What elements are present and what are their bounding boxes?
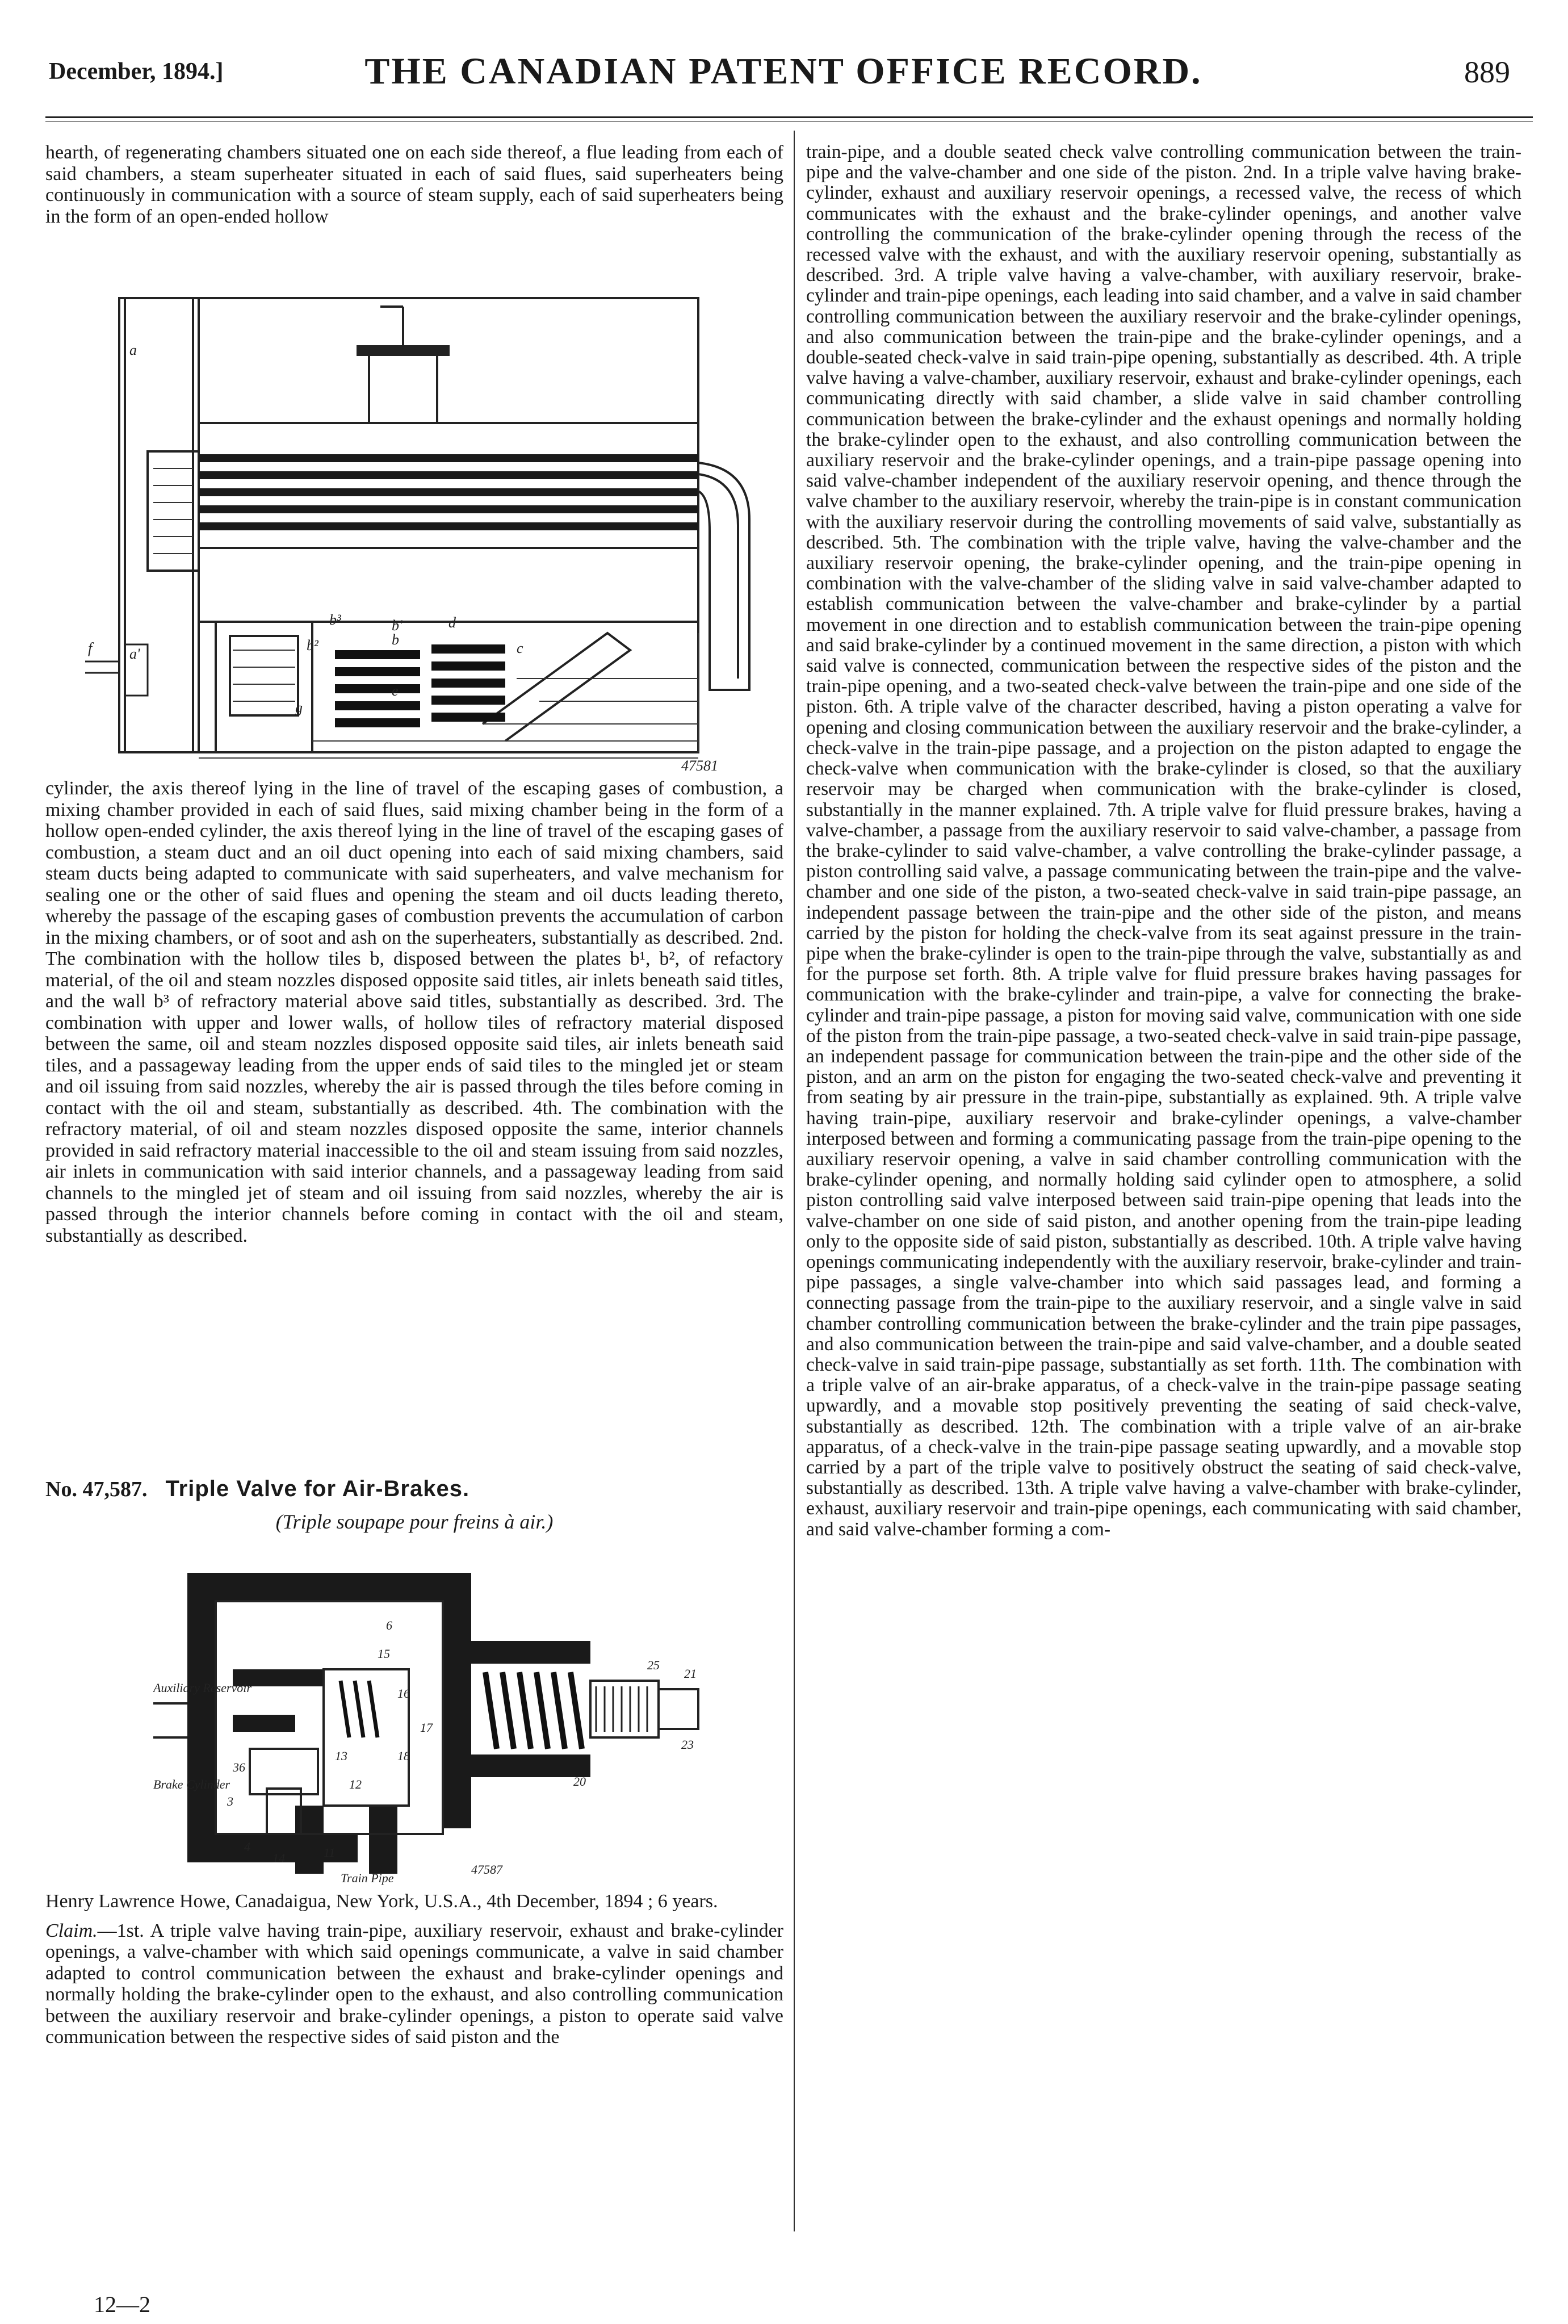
fig2-label-6: 6 [386, 1618, 392, 1632]
header-date: December, 1894.] [49, 58, 224, 85]
figure-furnace [85, 281, 772, 775]
fig1-label-b: b [392, 631, 399, 648]
triple-valve-drawing [153, 1567, 732, 1885]
patent-number: No. 47,587. [45, 1477, 148, 1501]
fig2-label-20: 20 [573, 1774, 586, 1789]
fig1-label-b-prime: b' [392, 617, 403, 634]
page-number: 889 [1464, 55, 1510, 89]
claim-paragraph [45, 1920, 783, 2048]
fig2-label-25: 25 [647, 1658, 660, 1672]
patent-subtitle: (Triple soupape pour freins à air.) [275, 1510, 554, 1533]
fig2-label-13: 13 [335, 1749, 347, 1763]
claims-triple-valve-continued: train-pipe, and a double seated check valve controlling communication between the train-pipe and the valve-chamber and one side of the piston. 2nd. In a triple valve having brake-cylinder, exhaust and auxiliary reservoir openings, a recessed valve, the recess of which communicates with the exhaust and the brake-cylinder openings, and another valve controlling the communication of the brake-cylinder opening through the recess of the recessed valve with the exhaust, and with the auxiliary reservoir opening, substantially as described. 3rd. A triple valve having a valve-chamber, with auxiliary reservoir, brake-cylinder and train-pipe openings, each leading into said chamber, and a valve in said chamber controlling communication between the auxiliary reservoir and the brake-cylinder openings, and also communication between the train-pipe and the brake-cylinder openings, and a double-seated check-valve in said train-pipe opening, substantially as described. 4th. A triple valve having a valve-chamber, auxiliary reservoir, exhaust and brake-cylinder openings, each communicating directly with said chamber, a slide valve in said chamber controlling communication between the brake-cylinder and the exhaust openings and normally holding the brake-cylinder open to the exhaust, and also controlling communication between the auxiliary reservoir and the brake-cylinder openings, and a train-pipe passage opening into said valve-chamber independent of the auxiliary reservoir opening, and thence through the valve chamber to the auxiliary reservoir, whereby the train-pipe is in constant communication with the auxiliary reservoir during the controlling movements of said valve, substantially as described. 5th. The combination with the triple valve, having the valve-chamber and the auxiliary reservoir opening, the brake-cylinder opening, and the train-pipe opening in combination with the valve-chamber of the sliding valve in said valve-chamber adapted to establish communication between the valve-chamber and brake-cylinder by a partial movement in one direction and to establish communication between the train-pipe opening and said brake-cylinder by a continued movement in the same direction, a piston with which said valve is connected, communication between the respective sides of the piston and the train-pipe opening, and a two-seated check-valve between the train-pipe and one side of the piston. 6th. A triple valve of the character described, having a piston operating a valve for opening and closing communication between the auxiliary reservoir and the brake-cylinder, a check-valve in the train-pipe passage, and a projection on the piston adapted to engage the check-valve when communication with the brake-cylinder is closed, so that the auxiliary reservoir may be charged when communication with the brake-cylinder is closed, substantially in the manner explained. 7th. A triple valve for fluid pressure brakes, having a valve-chamber, a passage from the auxiliary reservoir to said valve-chamber, a passage from the brake-cylinder to said valve-chamber, a valve controlling the brake-cylinder passage, a piston controlling said valve, a passage communicating between the train-pipe and the valve-chamber and one side of the piston, a two-seated check-valve in said train-pipe passage, an independent passage between the train-pipe and the other side of the piston, and means carried by the piston for holding the check-valve from its seat against pressure in the train-pipe when the brake-cylinder is open to the train-pipe through the valve, substantially as and for the purpose set forth. 8th. A triple valve for fluid pressure brakes having passages for communication with the brake-cylinder and train-pipe, a valve for connecting the brake-cylinder and train-pipe passage, a piston for moving said valve, communication with one side of the piston from the train-pipe passage, a two-seated check-valve in said train-pipe passage, an independent passage for communication between the train-pipe and the other side of the piston, and an arm on the piston for engaging the two-seated check-valve and preventing it from seating by air pressure in the train-pipe, substantially as explained. 9th. A triple valve having train-pipe, auxiliary reservoir and brake-cylinder openings, a valve-chamber interposed between and forming a communicating passage from the train-pipe opening to the auxiliary reservoir opening, a valve in said chamber controlling communication with the brake-cylinder opening, and normally holding said cylinder open to atmosphere, a solid piston controlling said valve interposed between said train-pipe opening that leads into the valve-chamber on one side of said piston, and another opening from the train-pipe leading only to the opposite side of said piston, substantially as described. 10th. A triple valve having openings communicating independently with the auxiliary reservoir, brake-cylinder and train-pipe passages, a single valve-chamber into which said passages lead, and forming a connecting passage from the train-pipe to the auxiliary reservoir, and a single valve in said chamber controlling communication between the brake-cylinder and the train pipe passages, and also communication between the train-pipe and said valve-chamber, and a double seated check-valve in said train-pipe passage, substantially as set forth. 11th. The combination with a triple valve of an air-brake apparatus, of a check-valve in the train-pipe passage seating upwardly, and a movable stop positively preventing the seating of said check-valve, substantially as described. 12th. The combination with a triple valve of an air-brake apparatus, of a check-valve in the train-pipe passage seating upwardly, and a movable stop carried by a part of the triple valve to positively obstruct the seating of said check-valve, substantially as described. 13th. A triple valve having a valve-chamber with brake-cylinder, exhaust, auxiliary reservoir and train-pipe openings, each communicating with said chamber, and said valve-chamber forming a com- [806, 141, 1521, 1540]
claim-text-continued: hearth, of regenerating chambers situated one on each side thereof, a flue leading from each of said chambers, a steam superheater situated in each of said flues, said superheaters being continuously in communication with a source of steam supply, each of said superheaters being in the form of an open-ended hollow [45, 142, 783, 227]
fig1-label-c: c [517, 640, 523, 656]
claims-superheater: cylinder, the axis thereof lying in the line of travel of the escaping gases of combustion, a mixing chamber provided in each of said flues, said mixing chamber being in the form of a hollow open-ended cylinder, the axis thereof lying in the line of travel of the escaping gases of combustion, a steam duct and an oil duct opening into each of said mixing chambers, said steam ducts being adapted to communicate with said superheaters, and valve mechanism for sealing one or the other of said flues and opening the steam and oil ducts leading thereto, whereby the passage of the escaping gases of combustion prevents the accumulation of carbon in the mixing chambers, or of soot and ash on the superheaters, substantially as described. 2nd. The combination with the hollow tiles b, disposed between the plates b¹, b², of refactory material, of the oil and steam nozzles disposed opposite said titles, air inlets beneath said titles, and the wall b³ of refractory material above said titles, substantially as described. 3rd. The combination with upper and lower walls, of hollow tiles of refractory material disposed between the same, oil and steam nozzles disposed opposite said tiles, air inlets beneath said tiles, and a passageway leading from the upper ends of said tiles to the mingled jet or steam and oil issuing from said nozzles, whereby the air is passed through the tiles before coming in contact with the oil and steam, substantially as described. 4th. The combination with the refractory material, of oil and steam nozzles disposed opposite the same, interior channels provided in said refractory material inaccessible to the oil and steam issuing from said nozzles, air inlets in communication with said interior channels, and a passageway leading from said channels to the mingled jet of steam and oil issuing from said nozzles, whereby the air is passed through the interior channels before coming in contact with the oil and steam, substantially as described. [45, 778, 783, 1246]
claim-first: —1st. A triple valve having train-pipe, auxiliary reservoir, exhaust and brake-cylinder openings, a valve-chamber with which said openings communicate, a valve in said chamber adapted to control communication between the exhaust and brake-cylinder openings and normally holding the brake-cylinder open to the exhaust, and also controlling communication between the auxiliary reservoir and brake-cylinder openings, a piston to operate said valve communication between the respective sides of said piston and the [45, 1920, 783, 2047]
claim-label: Claim. [45, 1920, 98, 1941]
fig2-label-auxiliary-reservoir: Auxiliary Reservoir [153, 1681, 251, 1695]
left-column-bottom [45, 1891, 783, 2260]
fig2-label-23: 23 [681, 1737, 694, 1752]
patent-title: Triple Valve for Air-Brakes. [165, 1476, 470, 1501]
fig2-label-11: 11 [324, 1845, 336, 1860]
fig2-label-17: 17 [420, 1720, 433, 1735]
fig2-label-14: 14 [272, 1851, 285, 1865]
page-header [45, 50, 1521, 95]
fig2-label-15: 15 [378, 1647, 390, 1661]
figure-triple-valve [153, 1567, 732, 1885]
fig1-label-e: e [392, 682, 399, 699]
fig1-label-g: g [295, 700, 303, 716]
fig2-label-36: 36 [233, 1760, 245, 1774]
inventor-line: Henry Lawrence Howe, Canadaigua, New York, U.S.A., 4th December, 1894 ; 6 years. [45, 1891, 718, 1912]
fig2-label-brake-cylinder: Brake Cylinder [153, 1777, 230, 1791]
fig2-label-21: 21 [684, 1666, 697, 1681]
fig2-label-4: 4 [244, 1840, 250, 1854]
header-rule-thin [45, 121, 1533, 122]
right-column [806, 142, 1521, 2300]
fig2-label-3: 3 [227, 1794, 233, 1808]
header-rule [45, 116, 1533, 118]
fig1-label-b3: b³ [329, 612, 341, 628]
fig2-label-train-pipe: Train Pipe [341, 1871, 394, 1885]
fig1-label-a-prime: a' [129, 646, 140, 662]
left-column-top [45, 142, 783, 278]
fig1-label-b2: b² [307, 637, 318, 654]
fig1-label-a: a [129, 342, 137, 358]
fig1-label-f: f [88, 640, 93, 656]
fig2-label-18: 18 [397, 1749, 410, 1763]
column-divider [794, 131, 795, 2231]
journal-title: THE CANADIAN PATENT OFFICE RECORD. [364, 51, 1202, 92]
fig2-label-12: 12 [349, 1777, 362, 1791]
left-column-middle [45, 778, 783, 1448]
fig2-number: 47587 [471, 1862, 502, 1877]
fig1-number: 47581 [681, 757, 718, 774]
fig1-label-d: d [448, 614, 456, 631]
patent-heading [45, 1476, 783, 1534]
signature-mark: 12—2 [94, 2292, 150, 2317]
fig2-label-16: 16 [397, 1686, 410, 1701]
furnace-drawing [85, 281, 772, 775]
